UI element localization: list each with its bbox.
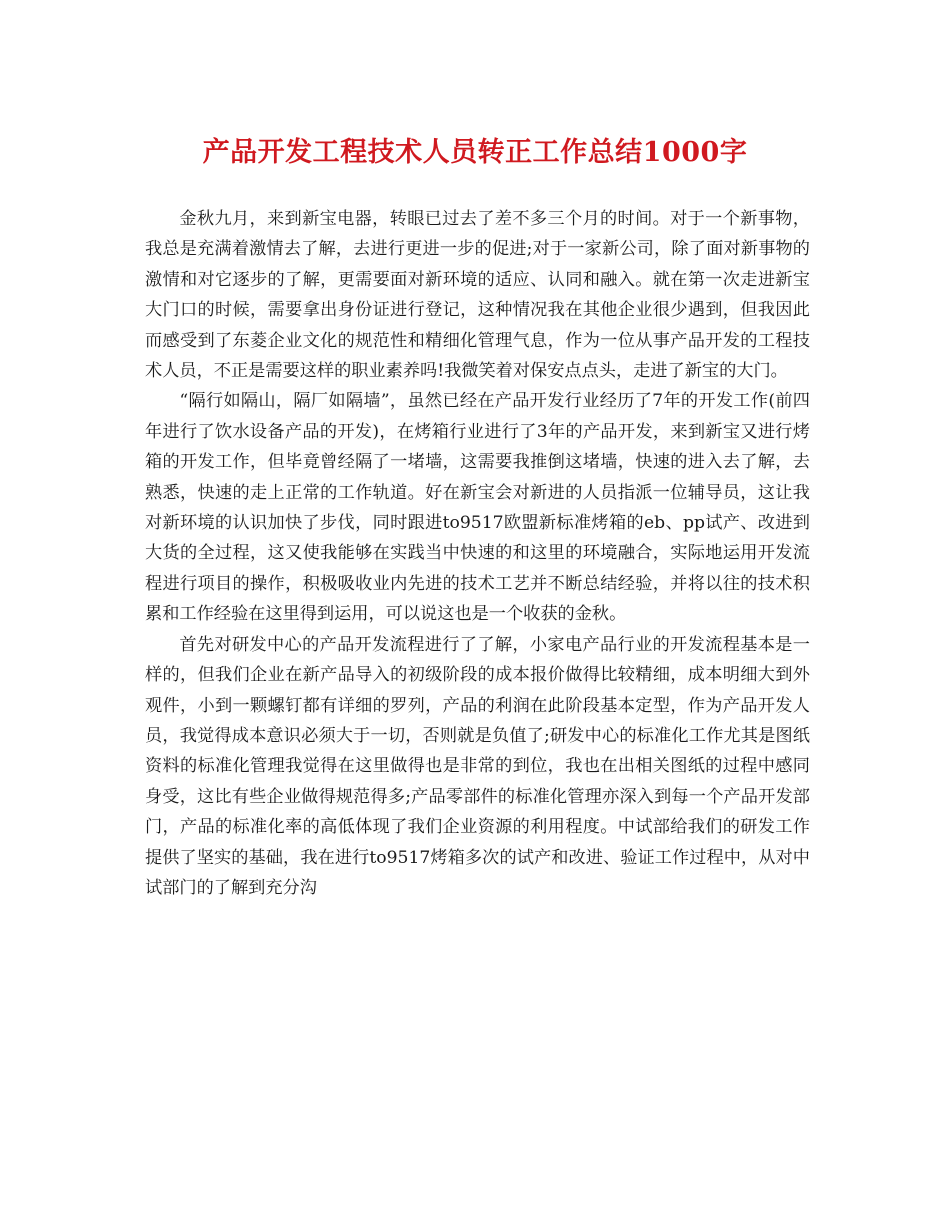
paragraph-1: 金秋九月，来到新宝电器，转眼已过去了差不多三个月的时间。对于一个新事物，我总是充满着激情去了解，去进行更进一步的促进;对于一家新公司，除了面对新事物的激情和对它逐步的了解，更需要面对新环境的适应、认同和融入。就在第一次走进新宝大门口的时候，需要拿出身份证进行登记，这种情况我在其他企业很少遇到，但我因此而感受到了东菱企业文化的规范性和精细化管理气息，作为一位从事产品开发的工程技术人员，不正是需要这样的职业素养吗!我微笑着对保安点点头，走进了新宝的大门。 [145, 209, 810, 382]
document-body [145, 204, 810, 903]
document-title: 产品开发工程技术人员转正工作总结1000字 [202, 137, 748, 168]
paragraph-2: “隔行如隔山，隔厂如隔墙”，虽然已经在产品开发行业经历了7年的开发工作(前四年进行了饮水设备产品的开发)，在烤箱行业进行了3年的产品开发，来到新宝又进行烤箱的开发工作，但毕竟曾经隔了一堵墙，这需要我推倒这堵墙，快速的进入去了解，去熟悉，快速的走上正常的工作轨道。好在新宝会对新进的人员指派一位辅导员，这让我对新环境的认识加快了步伐，同时跟进to9517欧盟新标准烤箱的eb、pp试产、改进到大货的全过程，这又使我能够在实践当中快速的和这里的环境融合，实际地运用开发流程进行项目的操作，积极吸收业内先进的技术工艺并不断总结经验，并将以往的技术积累和工作经验在这里得到运用，可以说这也是一个收获的金秋。 [145, 391, 810, 625]
paragraph-3: 首先对研发中心的产品开发流程进行了了解，小家电产品行业的开发流程基本是一样的，但我们企业在新产品导入的初级阶段的成本报价做得比较精细，成本明细大到外观件，小到一颗螺钉都有详细的罗列，产品的利润在此阶段基本定型，作为产品开发人员，我觉得成本意识必须大于一切，否则就是负值了;研发中心的标准化工作尤其是图纸资料的标准化管理我觉得在这里做得也是非常的到位，我也在出相关图纸的过程中感同身受，这比有些企业做得规范得多;产品零部件的标准化管理亦深入到每一个产品开发部门，产品的标准化率的高低体现了我们企业资源的利用程度。中试部给我们的研发工作提供了坚实的基础，我在进行to9517烤箱多次的试产和改进、验证工作过程中，从对中试部门的了解到充分沟 [145, 634, 810, 898]
